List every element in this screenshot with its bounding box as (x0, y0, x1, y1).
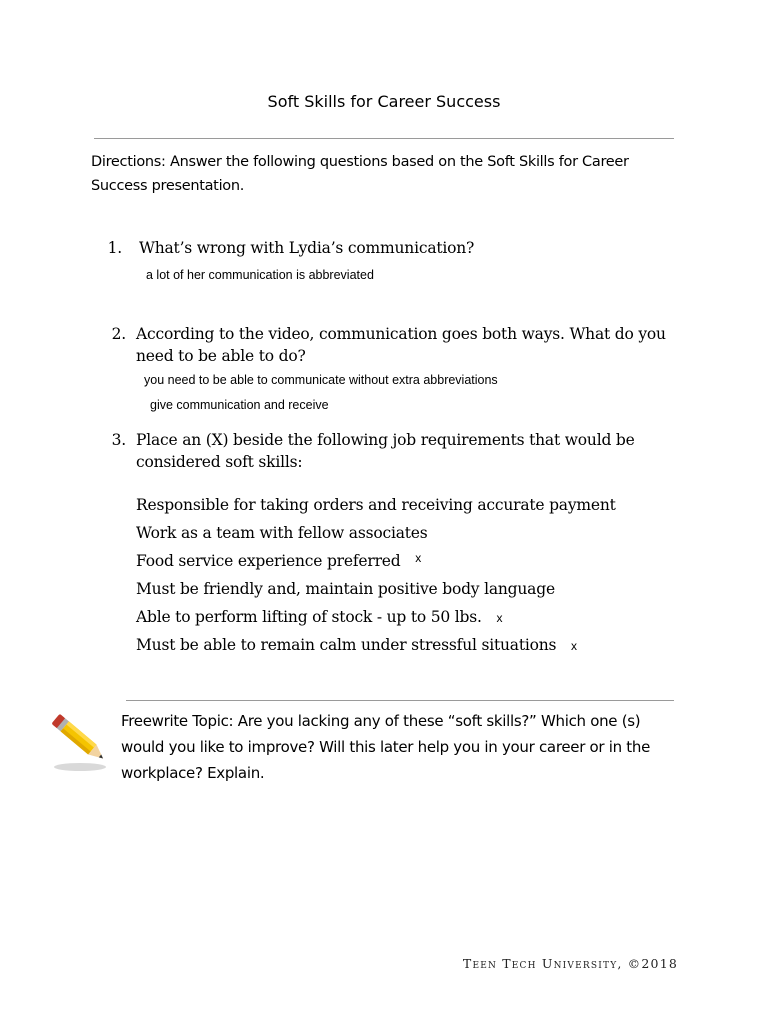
freewrite-topic: Freewrite Topic: Are you lacking any of these “soft skills?” Which one (s) would you like to improve? Will this later help you in your career or in the workplace? Explain. (121, 712, 651, 782)
requirement-text: Work as a team with fellow associates (136, 524, 428, 542)
requirement-item (136, 634, 577, 657)
requirement-x-mark: x (415, 551, 422, 565)
page-title: Soft Skills for Career Success (267, 92, 501, 111)
divider-freewrite (126, 700, 674, 701)
requirement-text: Food service experience preferred (136, 552, 401, 570)
question-1-number: 1. (107, 239, 122, 257)
requirement-item (136, 522, 428, 544)
question-1-answer: a lot of her communication is abbreviated (146, 268, 374, 282)
requirement-text: Must be able to remain calm under stressful situations (136, 636, 557, 654)
question-2-text-line2: need to be able to do? (136, 347, 306, 365)
requirement-item (136, 578, 555, 600)
question-2-answer-1: you need to be able to communicate without extra abbreviations (144, 373, 498, 387)
pencil-icon (44, 704, 114, 774)
requirement-item (136, 494, 616, 516)
footer-copyright: Teen Tech University, ©2018 (462, 956, 678, 971)
requirement-text: Responsible for taking orders and receiving accurate payment (136, 496, 616, 514)
question-2-number: 2. (111, 325, 126, 343)
question-2-text-line1: According to the video, communication goes both ways. What do you (136, 325, 666, 343)
question-3-number: 3. (111, 431, 126, 449)
requirement-x-mark: x (496, 611, 503, 625)
question-2-answer-2: give communication and receive (150, 398, 329, 412)
requirement-text: Able to perform lifting of stock - up to 50 lbs. (136, 608, 482, 626)
requirement-item (136, 606, 502, 629)
directions-text: Directions: Answer the following questions based on the Soft Skills for Career Success presentation. (91, 154, 629, 194)
requirement-item (136, 550, 421, 573)
question-3-text-line2: considered soft skills: (136, 453, 303, 471)
divider-top (94, 138, 674, 139)
question-3-text-line1: Place an (X) beside the following job requirements that would be (136, 431, 635, 449)
question-1-text: What’s wrong with Lydia’s communication? (139, 239, 475, 257)
requirement-x-mark: x (571, 639, 577, 653)
requirement-text: Must be friendly and, maintain positive body language (136, 580, 555, 598)
